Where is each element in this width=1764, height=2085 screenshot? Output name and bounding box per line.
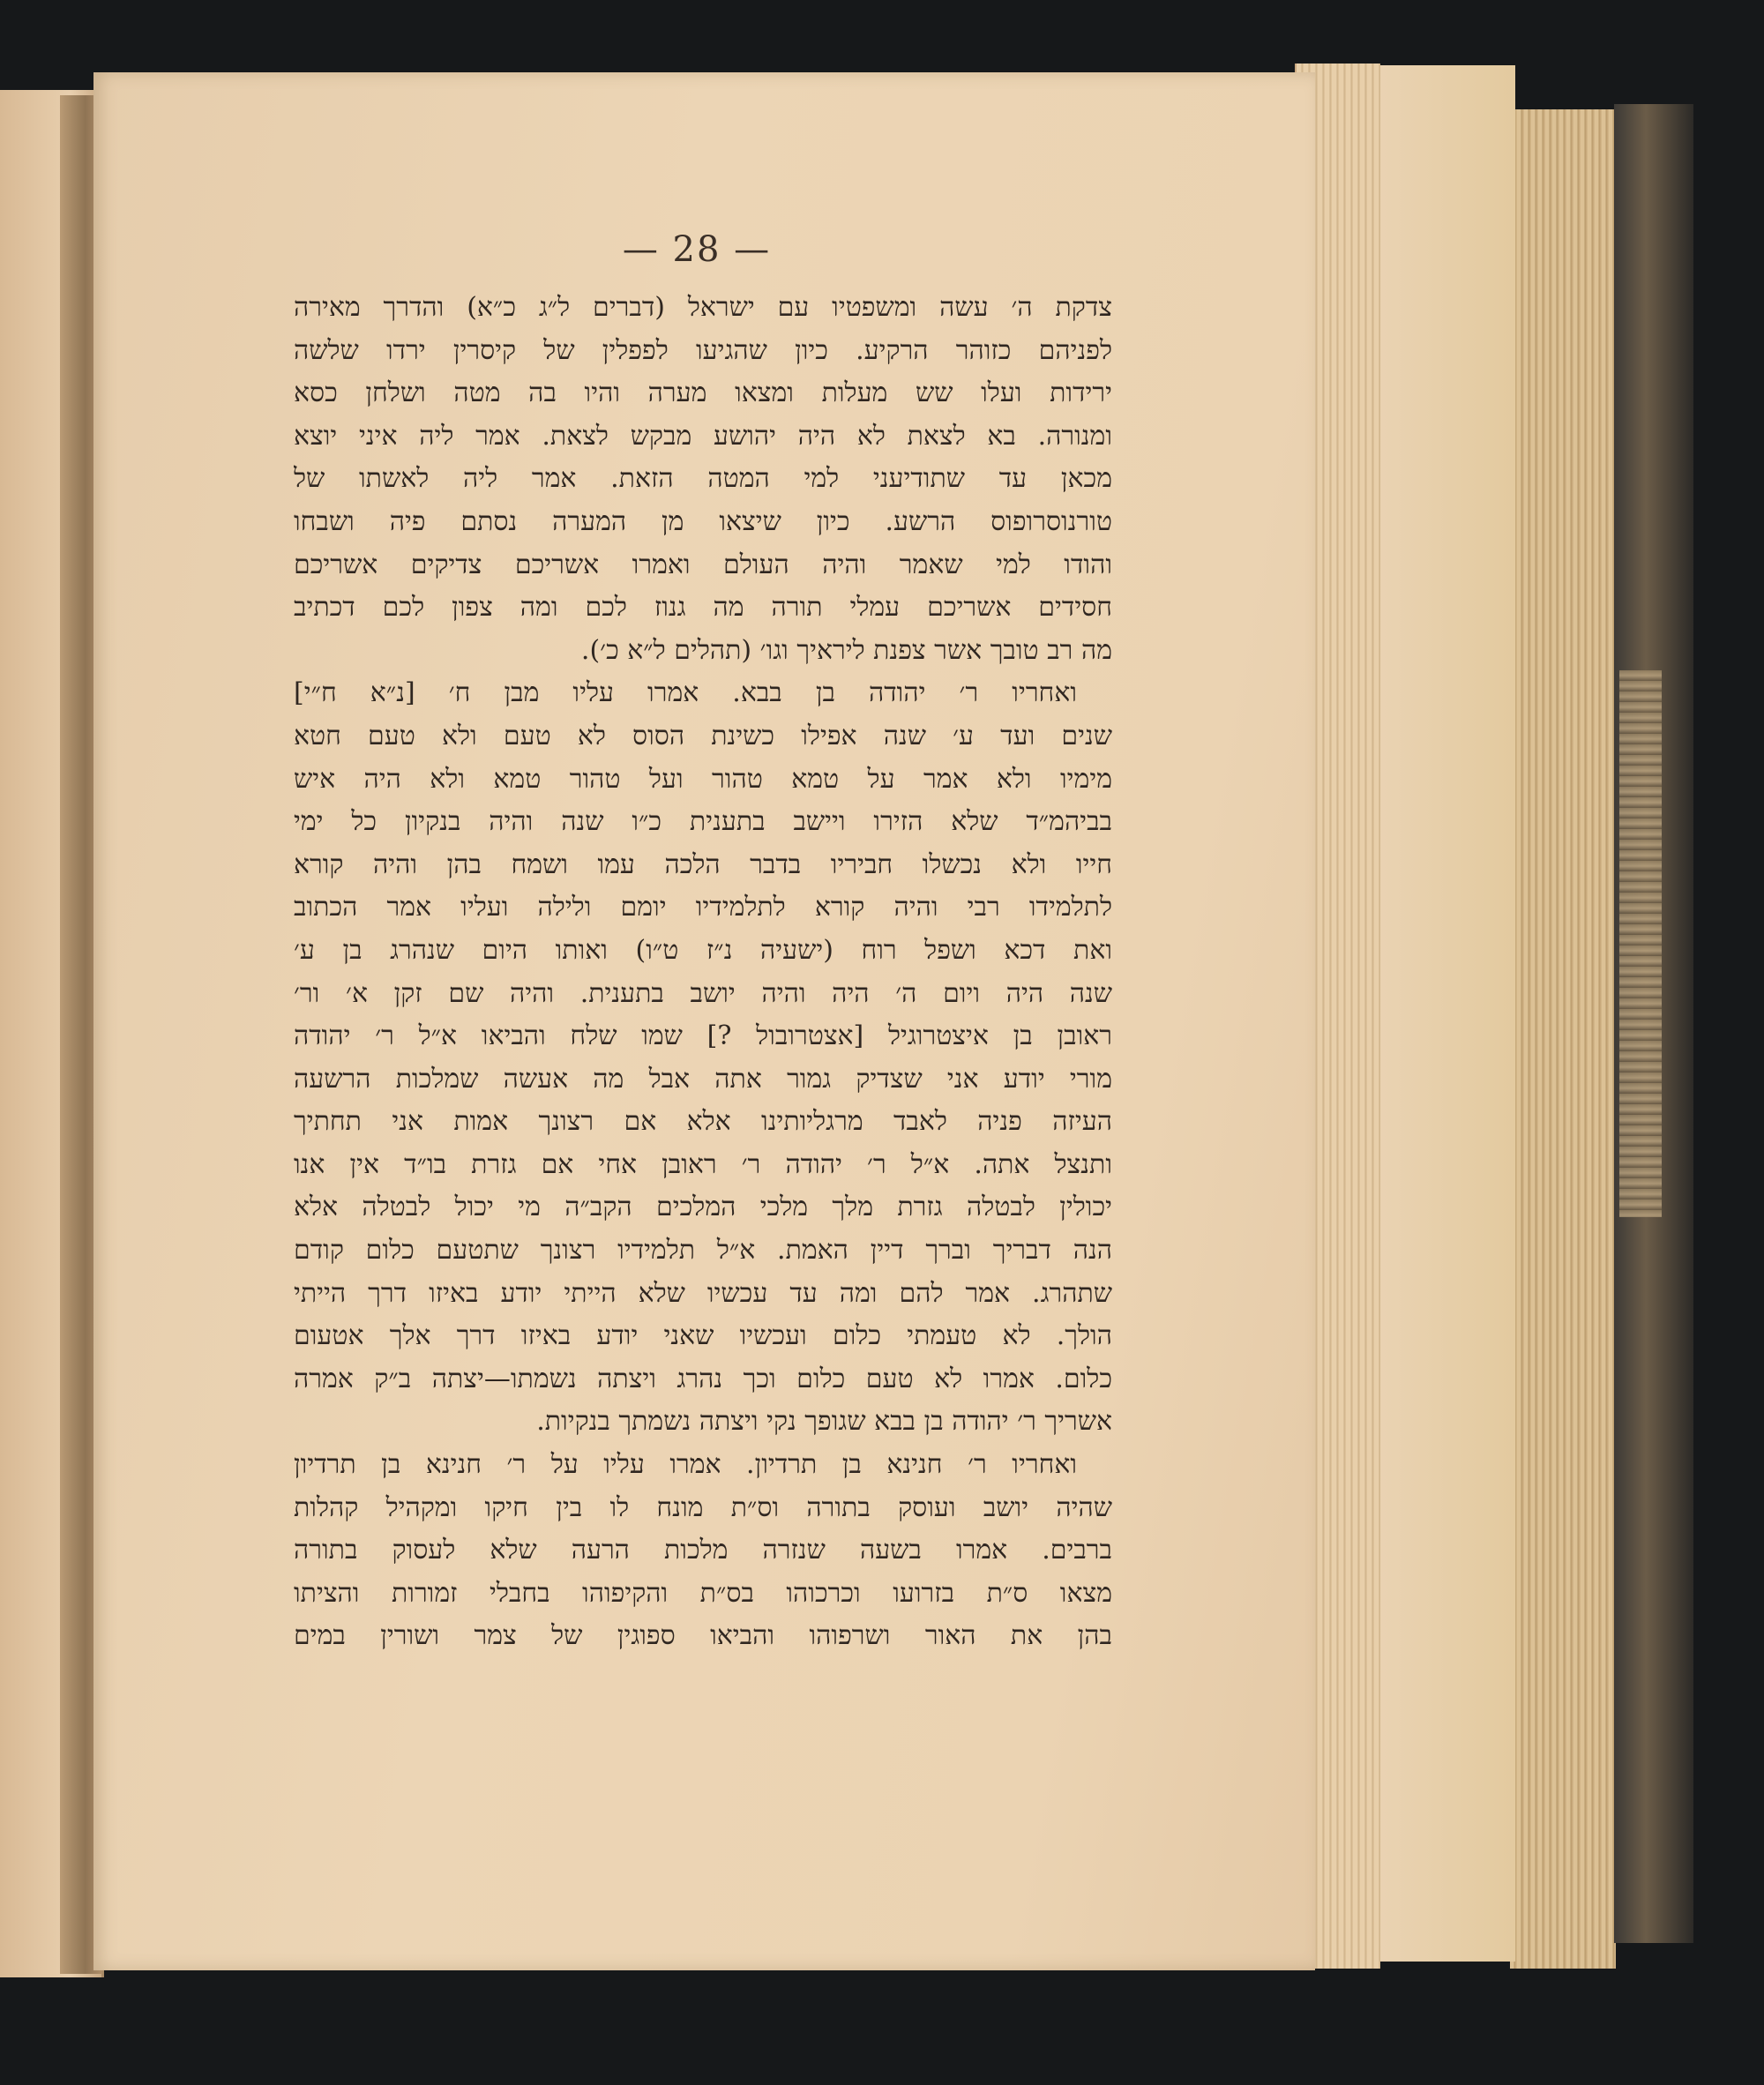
text-line-5: מכאן עד שתודיעני למי המטה הזאת. אמר ליה לאשתו של — [294, 463, 1112, 495]
text-line-6: טורנוסרופוס הרשע. כיון שיצאו מן המערה נסתם פיה ושבחו — [294, 505, 1112, 537]
text-line-15: לתלמידו רבי והיה קורא לתלמידיו יומם ולילה ועליו אמר הכתוב — [294, 892, 1112, 923]
text-line-29: שהיה יושב ועוסק בתורה וס״ת מונח לו בין חיקו ומקהיל קהלות — [294, 1491, 1112, 1523]
text-line-18: ראובן בן איצטרוגיל [אצטרובול ?] שמו שלח והביאו א״ל ר׳ יהודה — [294, 1020, 1112, 1052]
text-line-14: חייו ולא נכשלו חביריו בדבר הלכה עמו ושמח בהן והיה קורא — [294, 848, 1112, 880]
text-line-7: והודו למי שאמר והיה העולם ואמרו אשריכם צדיקים אשריכם — [294, 549, 1112, 580]
text-line-8: חסידים אשריכם עמלי תורה מה גנוז לכם ומה צפון לכם דכתיב — [294, 592, 1112, 624]
text-line-30: ברבים. אמרו בשעה שנזרה מלכות הרעה שלא לעסוק בתורה — [294, 1535, 1112, 1566]
text-line-24: שתהרג. אמר להם ומה עד עכשיו שלא הייתי יודע באיזו דרך הייתי — [294, 1277, 1112, 1309]
text-line-26: כלום. אמרו לא טעם כלום וכך נהרג ויצתה נשמתו—יצתה ב״ק אמרה — [294, 1363, 1112, 1394]
spine-wear-texture — [1619, 670, 1662, 1217]
text-line-20: העיזה פניה לאבד מרגליותינו אלא אם רצונך אמות אני תחתיך — [294, 1106, 1112, 1138]
text-line-19: מורי יודע אני שצדיק גמור אתה אבל מה אעשה שמלכות הרשעה — [294, 1063, 1112, 1095]
page-number: — 28 — — [622, 229, 772, 270]
text-line-32: בהן את האור ושרפוהו והביאו ספוגין של צמר ושורין במים — [294, 1620, 1112, 1652]
text-line-28: ואחריו ר׳ חנינא בן תרדיון. אמרו עליו על ר׳ חנינא בן תרדיון — [294, 1449, 1077, 1481]
text-line-10: ואחריו ר׳ יהודה בן בבא. אמרו עליו מבן ח׳ [נ״א ח״י] — [294, 677, 1077, 709]
text-line-23: הנה דבריך וברך דיין האמת. א״ל תלמידיו רצונך שתטעם כלום קודם — [294, 1235, 1112, 1267]
page-stack-edge-far — [1510, 109, 1616, 1969]
text-line-3: ירידות ועלו שש מעלות ומצאו מערה והיו בה מטה ושלחן כסא — [294, 377, 1112, 409]
text-line-17: שנה היה ויום ה׳ היה והיה יושב בתענית. והיה שם זקן א׳ ור׳ — [294, 977, 1112, 1009]
text-line-12: מימיו ולא אמר על טמא טהור ועל טהור טמא ולא היה איש — [294, 763, 1112, 795]
text-line-11: שנים ועד ע׳ שנה אפילו כשינת הסוס לא טעם ולא טעם חטא — [294, 720, 1112, 751]
text-line-1: צדקת ה׳ עשה ומשפטיו עם ישראל (דברים ל״ג כ״א) והדרך מאירה — [294, 292, 1112, 323]
text-line-13: בביהמ״ד שלא הזירו ויישב בתענית כ״ו שנה והיה בנקיון כל ימי — [294, 806, 1112, 838]
text-line-9: מה רב טובך אשר צפנת ליראיך וגו׳ (תהלים ל״א כ׳). — [580, 634, 1112, 666]
text-line-4: ומנורה. בא לצאת לא היה יהושע מבקש לצאת. אמר ליה איני יוצא — [294, 420, 1112, 452]
text-line-31: מצאו ס״ת בזרועו וכרכוהו בס״ת והקיפוהו בחבלי זמורות והציתו — [294, 1577, 1112, 1609]
text-line-16: ואת דכא ושפל רוח (ישעיה נ״ז ט״ו) ואותו היום שנהרג בן ע׳ — [294, 934, 1112, 966]
text-line-2: לפניהם כזוהר הרקיע. כיון שהגיעו לפפלין של קיסרין ירדו שלשה — [294, 334, 1112, 366]
page-text-body — [294, 287, 1112, 1658]
text-line-27: אשריך ר׳ יהודה בן בבא שגופך נקי ויצתה נשמתך בנקיות. — [536, 1406, 1112, 1438]
page-stack-edge-mid — [1374, 65, 1515, 1962]
text-line-21: ותנצל אתה. א״ל ר׳ יהודה ר׳ ראובן אחי אם גזרת בו״ד אין אנו — [294, 1148, 1112, 1180]
text-line-25: הולך. לא טעמתי כלום ועכשיו שאני יודע באיזו דרך אלך אטעום — [294, 1320, 1112, 1352]
text-line-22: יכולין לבטלה גזרת מלך מלכי המלכים הקב״ה מי יכול לבטלה אלא — [294, 1192, 1112, 1223]
